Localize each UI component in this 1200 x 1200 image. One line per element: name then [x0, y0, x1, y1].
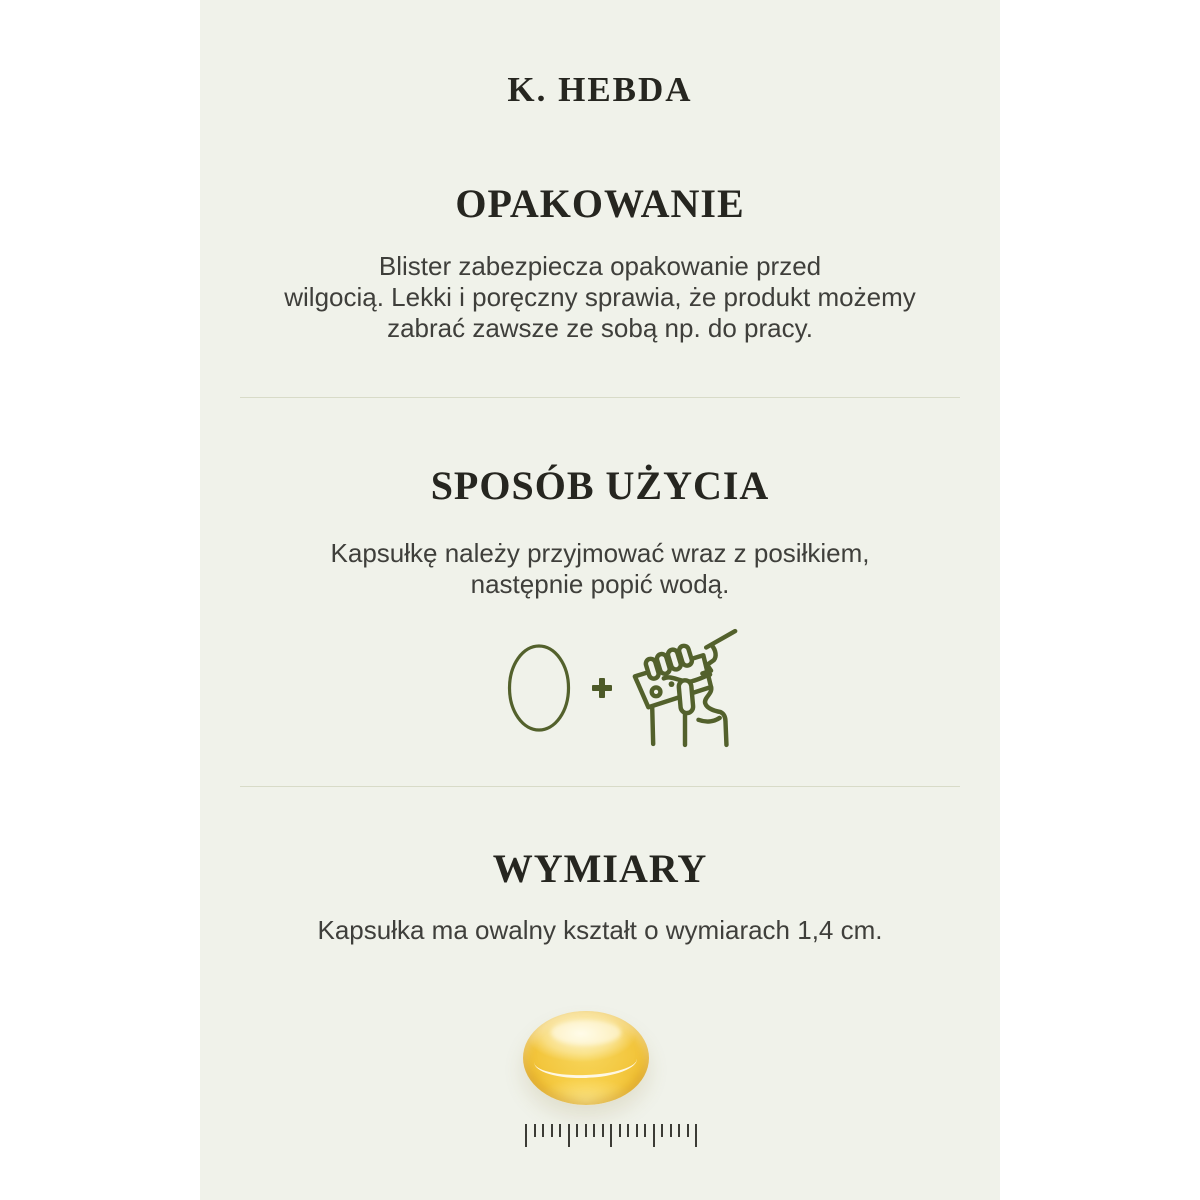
text-line: zabrać zawsze ze sobą np. do pracy. — [387, 313, 813, 343]
ruler-tick — [525, 1124, 527, 1147]
usage-illustration — [507, 626, 739, 750]
text-line: Blister zabezpiecza opakowanie przed — [378, 251, 822, 281]
ruler-tick — [644, 1124, 646, 1137]
dimensions-description — [318, 915, 883, 946]
drink-water-icon — [631, 626, 739, 750]
text-line: następnie popić wodą. — [470, 569, 730, 599]
ruler-tick — [534, 1124, 536, 1137]
ruler — [525, 1124, 697, 1147]
ruler-tick — [602, 1124, 604, 1137]
ruler-tick — [636, 1124, 638, 1137]
product-detail-panel — [200, 0, 1000, 1200]
usage-title: SPOSÓB UŻYCIA — [430, 463, 770, 508]
packaging-description — [284, 251, 915, 344]
ruler-tick — [661, 1124, 663, 1137]
ruler-tick — [687, 1124, 689, 1137]
capsule-reflection — [534, 1041, 638, 1080]
dimensions-title: WYMIARY — [492, 846, 708, 891]
ruler-tick — [610, 1124, 612, 1147]
ruler-tick — [619, 1124, 621, 1137]
plus-icon — [592, 678, 612, 698]
brand-title: K. HEBDA — [507, 70, 693, 109]
usage-description — [331, 538, 870, 600]
text-line: Kapsułka ma owalny kształt o wymiarach 1,4 cm. — [317, 915, 883, 945]
ruler-tick — [695, 1124, 697, 1147]
packaging-title: OPAKOWANIE — [455, 181, 745, 226]
section-dimensions — [318, 787, 883, 1147]
ruler-tick — [627, 1124, 629, 1137]
text-line: Kapsułkę należy przyjmować wraz z posiłkiem, — [330, 538, 870, 568]
ruler-tick — [542, 1124, 544, 1137]
capsule-outline-icon — [507, 643, 571, 733]
capsule-highlight — [551, 1020, 622, 1044]
ruler-tick — [593, 1124, 595, 1137]
ruler-tick — [653, 1124, 655, 1147]
text-line: wilgocią. Lekki i poręczny sprawia, że produkt możemy — [284, 282, 916, 312]
section-packaging — [284, 108, 915, 344]
ruler-tick — [568, 1124, 570, 1147]
section-usage — [331, 398, 870, 750]
ruler-tick — [585, 1124, 587, 1137]
ruler-tick — [559, 1124, 561, 1137]
ruler-tick — [670, 1124, 672, 1137]
ruler-tick — [678, 1124, 680, 1137]
ruler-tick — [551, 1124, 553, 1137]
capsule-photo — [523, 1011, 649, 1105]
ruler-tick — [576, 1124, 578, 1137]
